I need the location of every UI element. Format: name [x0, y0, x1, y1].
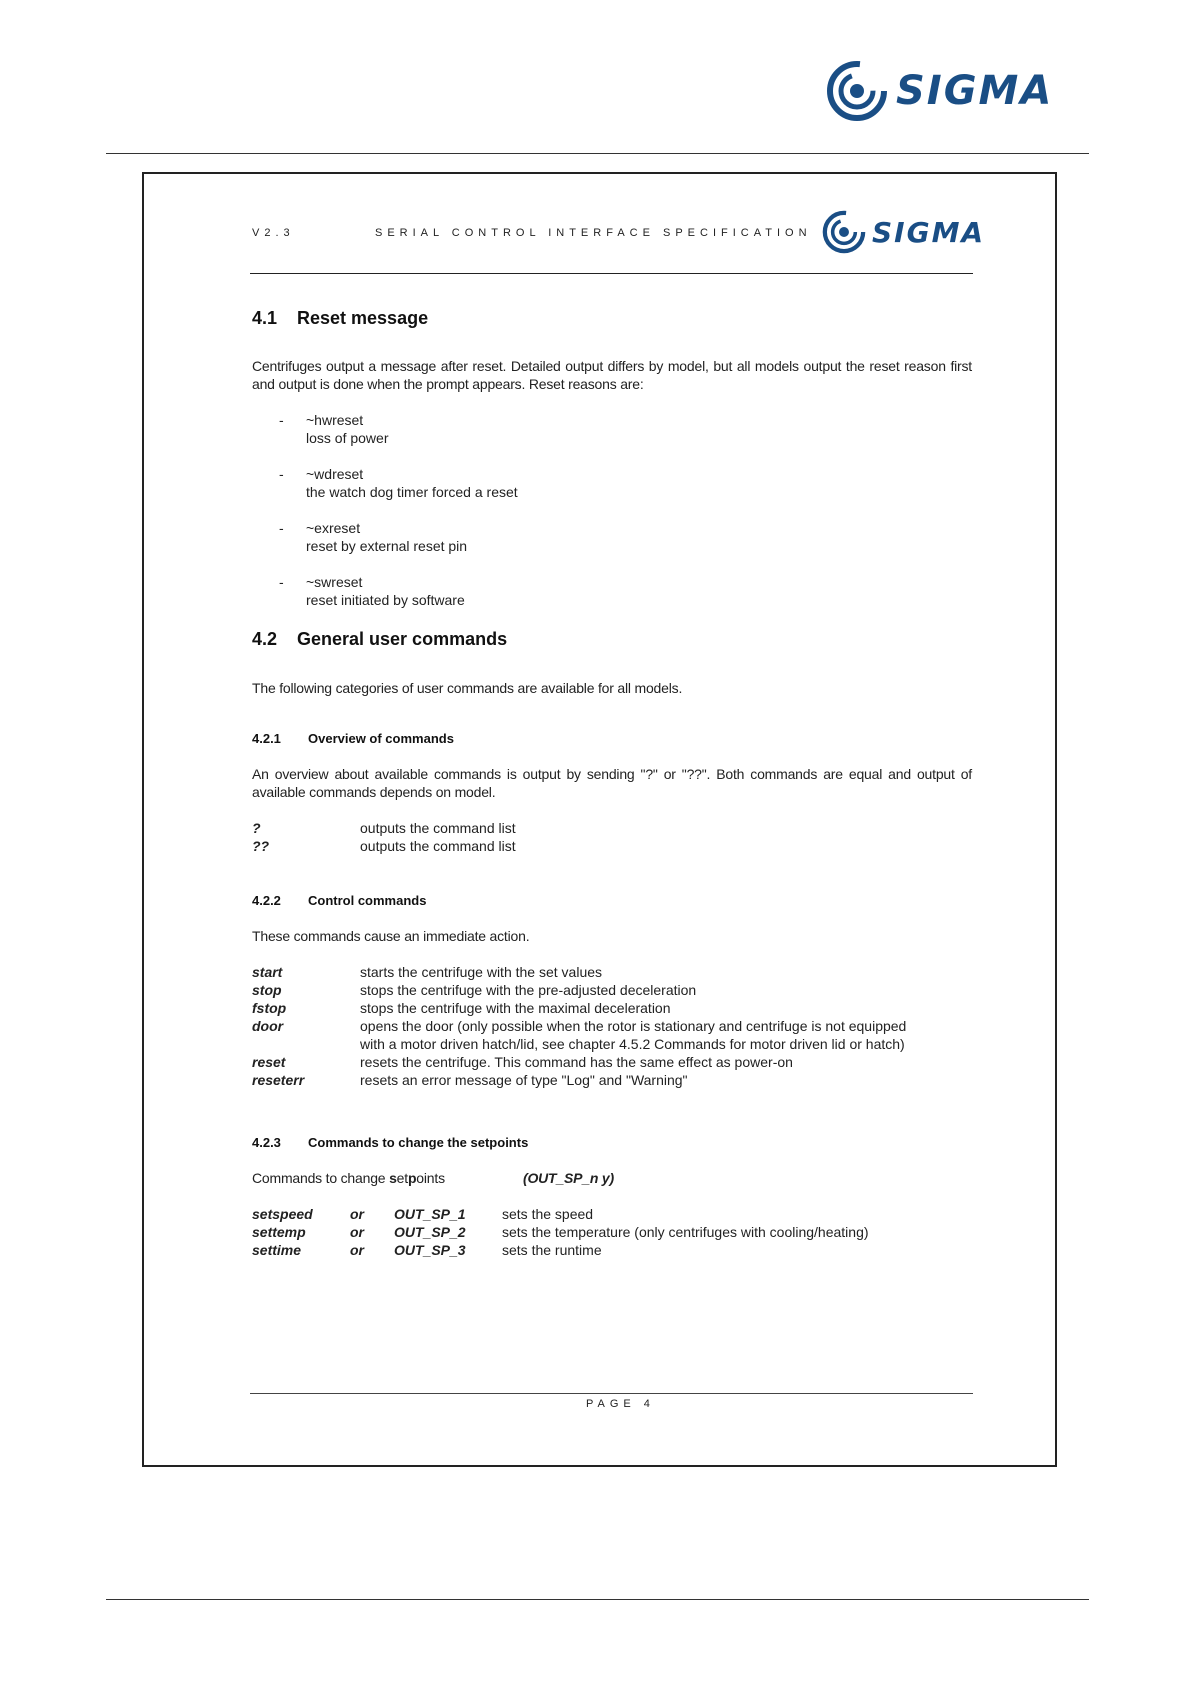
setpoints-intro-text: et	[396, 1170, 408, 1186]
footer-rule	[250, 1393, 973, 1394]
command-desc: sets the temperature (only centrifuges with cooling/heating)	[502, 1224, 869, 1240]
command-desc: stops the centrifuge with the pre-adjusted deceleration	[360, 982, 697, 998]
or-label: or	[350, 1224, 364, 1240]
command-desc: with a motor driven hatch/lid, see chapter 4.5.2 Commands for motor driven lid or hatch)	[360, 1036, 905, 1052]
command-desc: opens the door (only possible when the rotor is stationary and centrifuge is not equipped	[360, 1018, 907, 1034]
reset-code: ~wdreset	[306, 466, 364, 482]
command-name: reset	[252, 1054, 286, 1070]
command-desc: stops the centrifuge with the maximal deceleration	[360, 1000, 671, 1016]
subsection-title: Overview of commands	[308, 731, 454, 746]
list-item	[279, 573, 679, 609]
table-row	[252, 1017, 972, 1035]
commands-intro: The following categories of user commands are available for all models.	[252, 680, 683, 696]
section-number: 4.1	[252, 308, 278, 328]
page-number: PAGE 4	[586, 1398, 655, 1410]
subsection-number: 4.2.1	[252, 731, 281, 746]
top-rule	[106, 153, 1089, 154]
command-name: reseterr	[252, 1072, 305, 1088]
table-row	[252, 1053, 972, 1071]
reset-desc: reset by external reset pin	[306, 538, 468, 554]
section-heading-4-1	[252, 308, 428, 329]
command-name: door	[252, 1018, 284, 1034]
setpoints-intro	[252, 1169, 972, 1187]
reset-code: ~swreset	[306, 574, 363, 590]
command-name: fstop	[252, 1000, 287, 1016]
outer-logo	[826, 60, 1053, 122]
control-intro: These commands cause an immediate action.	[252, 928, 530, 944]
command-desc: sets the runtime	[502, 1242, 602, 1258]
or-label: or	[350, 1206, 364, 1222]
overview-intro: An overview about available commands is output by sending "?" or "??". Both commands are equal and output of available commands depends on model.	[252, 766, 972, 800]
subsection-title: Control commands	[308, 893, 427, 908]
command-name: ??	[252, 838, 270, 854]
command-desc: resets an error message of type "Log" and "Warning"	[360, 1072, 688, 1088]
table-row	[252, 963, 972, 981]
table-row	[252, 819, 752, 837]
command-code: OUT_SP_1	[394, 1206, 466, 1222]
reset-desc: loss of power	[306, 430, 389, 446]
table-row	[252, 1223, 952, 1241]
table-row	[252, 999, 972, 1017]
bullet-dash: -	[279, 520, 284, 536]
command-name: settemp	[252, 1224, 306, 1240]
command-desc: sets the speed	[502, 1206, 594, 1222]
command-code: OUT_SP_3	[394, 1242, 466, 1258]
header-title: SERIAL CONTROL INTERFACE SPECIFICATION	[375, 227, 812, 239]
subsection-heading-4-2-1	[252, 731, 454, 746]
bullet-dash: -	[279, 574, 284, 590]
table-row	[252, 1241, 952, 1259]
section-title: General user commands	[297, 629, 508, 649]
command-name: ?	[252, 820, 261, 836]
reset-desc: reset initiated by software	[306, 592, 465, 608]
reset-code: ~hwreset	[306, 412, 364, 428]
reset-intro: Centrifuges output a message after reset. Detailed output differs by model, but all models output the reset reason first and output is done when the prompt appears. Reset reasons are:	[252, 358, 972, 392]
section-title: Reset message	[297, 308, 429, 328]
reset-code: ~exreset	[306, 520, 361, 536]
command-desc: starts the centrifuge with the set values	[360, 964, 603, 980]
inner-logo-text: SIGMA	[872, 215, 986, 249]
subsection-number: 4.2.2	[252, 893, 281, 908]
table-row	[252, 1035, 972, 1053]
sigma-swirl-icon	[826, 60, 888, 122]
table-row	[252, 1071, 972, 1089]
table-row	[252, 837, 752, 855]
subsection-number: 4.2.3	[252, 1135, 281, 1150]
command-name: stop	[252, 982, 282, 998]
section-heading-4-2	[252, 629, 507, 650]
or-label: or	[350, 1242, 364, 1258]
command-desc: outputs the command list	[360, 838, 516, 854]
header-rule	[250, 273, 973, 274]
setpoints-intro-bold: p	[407, 1170, 417, 1186]
outer-logo-text: SIGMA	[896, 68, 1054, 114]
subsection-title: Commands to change the setpoints	[308, 1135, 529, 1150]
reset-desc: the watch dog timer forced a reset	[306, 484, 518, 500]
bottom-rule	[106, 1599, 1089, 1600]
command-name: setspeed	[252, 1206, 313, 1222]
setpoints-code: (OUT_SP_n y)	[523, 1170, 614, 1186]
section-number: 4.2	[252, 629, 278, 649]
list-item	[279, 411, 679, 447]
subsection-heading-4-2-3	[252, 1135, 528, 1150]
sigma-swirl-icon	[822, 210, 866, 254]
setpoints-intro-text: oints	[416, 1170, 445, 1186]
subsection-heading-4-2-2	[252, 893, 426, 908]
command-name: settime	[252, 1242, 302, 1258]
list-item	[279, 465, 679, 501]
list-item	[279, 519, 679, 555]
setpoints-intro-bold: s	[389, 1170, 397, 1186]
bullet-dash: -	[279, 466, 284, 482]
inner-logo	[822, 210, 985, 254]
table-row	[252, 1205, 952, 1223]
command-name: start	[252, 964, 283, 980]
command-code: OUT_SP_2	[394, 1224, 466, 1240]
setpoints-intro-text: Commands to change	[252, 1170, 390, 1186]
table-row	[252, 981, 972, 999]
command-desc: outputs the command list	[360, 820, 516, 836]
header-version: V2.3	[252, 227, 295, 239]
command-desc: resets the centrifuge. This command has the same effect as power-on	[360, 1054, 793, 1070]
bullet-dash: -	[279, 412, 284, 428]
